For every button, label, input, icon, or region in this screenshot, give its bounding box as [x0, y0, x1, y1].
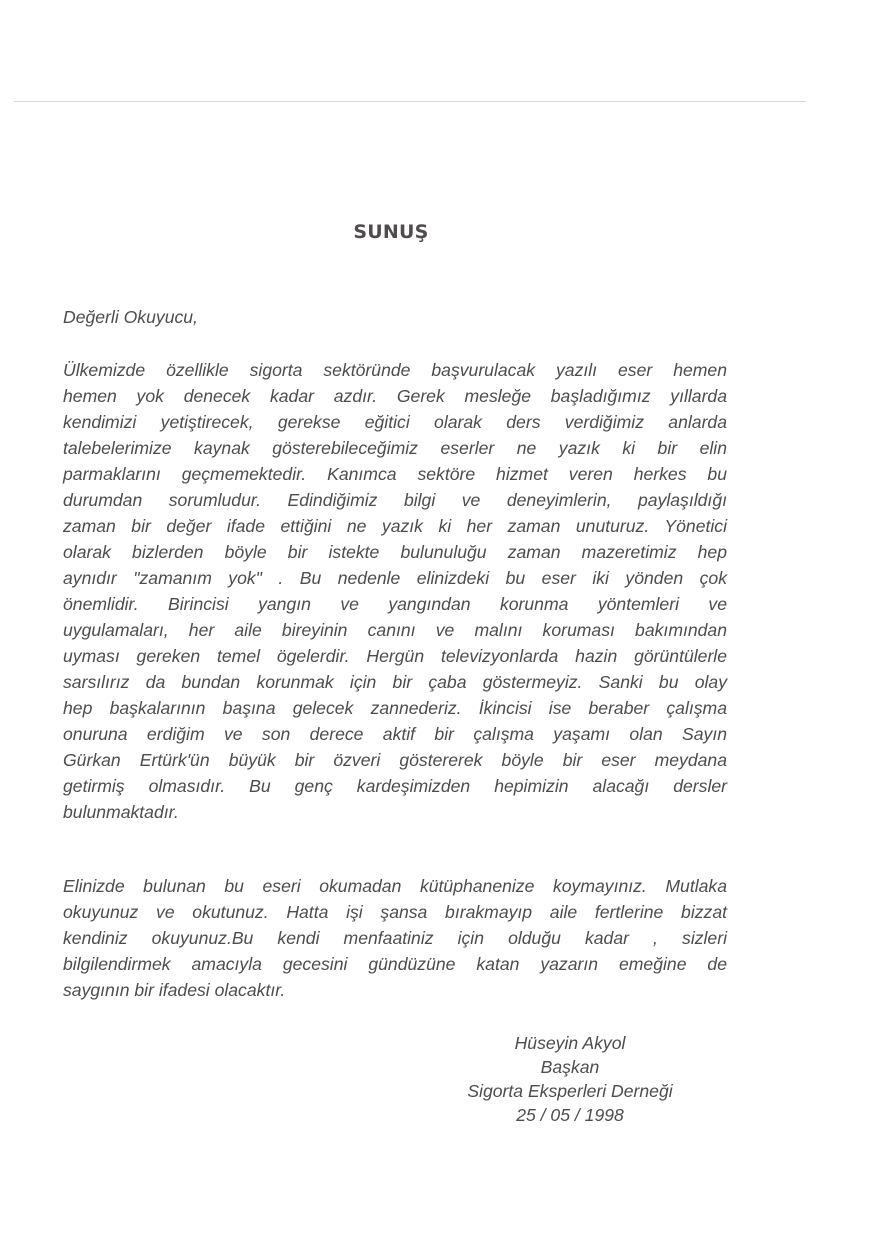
text-line: Gürkan Ertürk'ün büyük bir özveri göstererek böyle bir eser meydana [63, 750, 727, 770]
text-line: kendiniz okuyunuz.Bu kendi menfaatiniz için olduğu kadar , sizleri [63, 928, 727, 948]
text-line: Elinizde bulunan bu eseri okumadan kütüphanenize koymayınız. Mutlaka [63, 876, 727, 896]
page-title: SUNUŞ [353, 221, 429, 243]
organization-name: Sigorta Eksperleri Derneği [467, 1081, 673, 1101]
signature-block [420, 1031, 720, 1127]
greeting: Değerli Okuyucu, [63, 307, 198, 327]
text-line: bulunmaktadır. [63, 802, 179, 822]
text-line: hemen yok denecek kadar azdır. Gerek mesleğe başladığımız yıllarda [63, 386, 727, 406]
text-line: olarak bizlerden böyle bir istekte bulunuluğu zaman mazeretimiz hep [63, 542, 727, 562]
text-line: sarsılırız da bundan korunmak için bir çaba göstermeyiz. Sanki bu olay [63, 672, 727, 692]
text-line: zaman bir değer ifade ettiğini ne yazık ki her zaman unuturuz. Yönetici [63, 516, 727, 536]
text-line: durumdan sorumludur. Edindiğimiz bilgi ve deneyimlerin, paylaşıldığı [63, 490, 727, 510]
text-line: uyması gereken temel ögelerdir. Hergün televizyonlarda hazin görüntülerle [63, 646, 727, 666]
paragraph-1 [63, 357, 727, 825]
text-line: talebelerimize kaynak gösterebileceğimiz eserler ne yazık ki bir elin [63, 438, 727, 458]
text-line: okuyunuz ve okutunuz. Hatta işi şansa bırakmayıp aile fertlerine bizzat [63, 902, 727, 922]
text-line: önemlidir. Birincisi yangın ve yangından korunma yöntemleri ve [63, 594, 727, 614]
top-rule [14, 101, 806, 102]
text-line: bilgilendirmek amacıyla gecesini gündüzüne katan yazarın emeğine de [63, 954, 727, 974]
signature-date: 25 / 05 / 1998 [516, 1105, 624, 1125]
paragraph-2 [63, 873, 727, 1003]
text-line: onuruna erdiğim ve son derece aktif bir çalışma yaşamı olan Sayın [63, 724, 727, 744]
signatory-role: Başkan [540, 1057, 600, 1077]
signatory-name: Hüseyin Akyol [514, 1033, 626, 1053]
text-line: parmaklarını geçmemektedir. Kanımca sektöre hizmet veren herkes bu [63, 464, 727, 484]
text-line: saygının bir ifadesi olacaktır. [63, 980, 286, 1000]
text-line: kendimizi yetiştirecek, gerekse eğitici olarak ders verdiğimiz anlarda [63, 412, 727, 432]
text-line: aynıdır "zamanım yok" . Bu nedenle elinizdeki bu eser iki yönden çok [63, 568, 727, 588]
text-line: hep başkalarının başına gelecek zannederiz. İkincisi ise beraber çalışma [63, 698, 727, 718]
text-line: getirmiş olmasıdır. Bu genç kardeşimizden hepimizin alacağı dersler [63, 776, 727, 796]
text-line: Ülkemizde özellikle sigorta sektöründe başvurulacak yazılı eser hemen [63, 360, 727, 380]
text-line: uygulamaları, her aile bireyinin canını ve malını koruması bakımından [63, 620, 727, 640]
